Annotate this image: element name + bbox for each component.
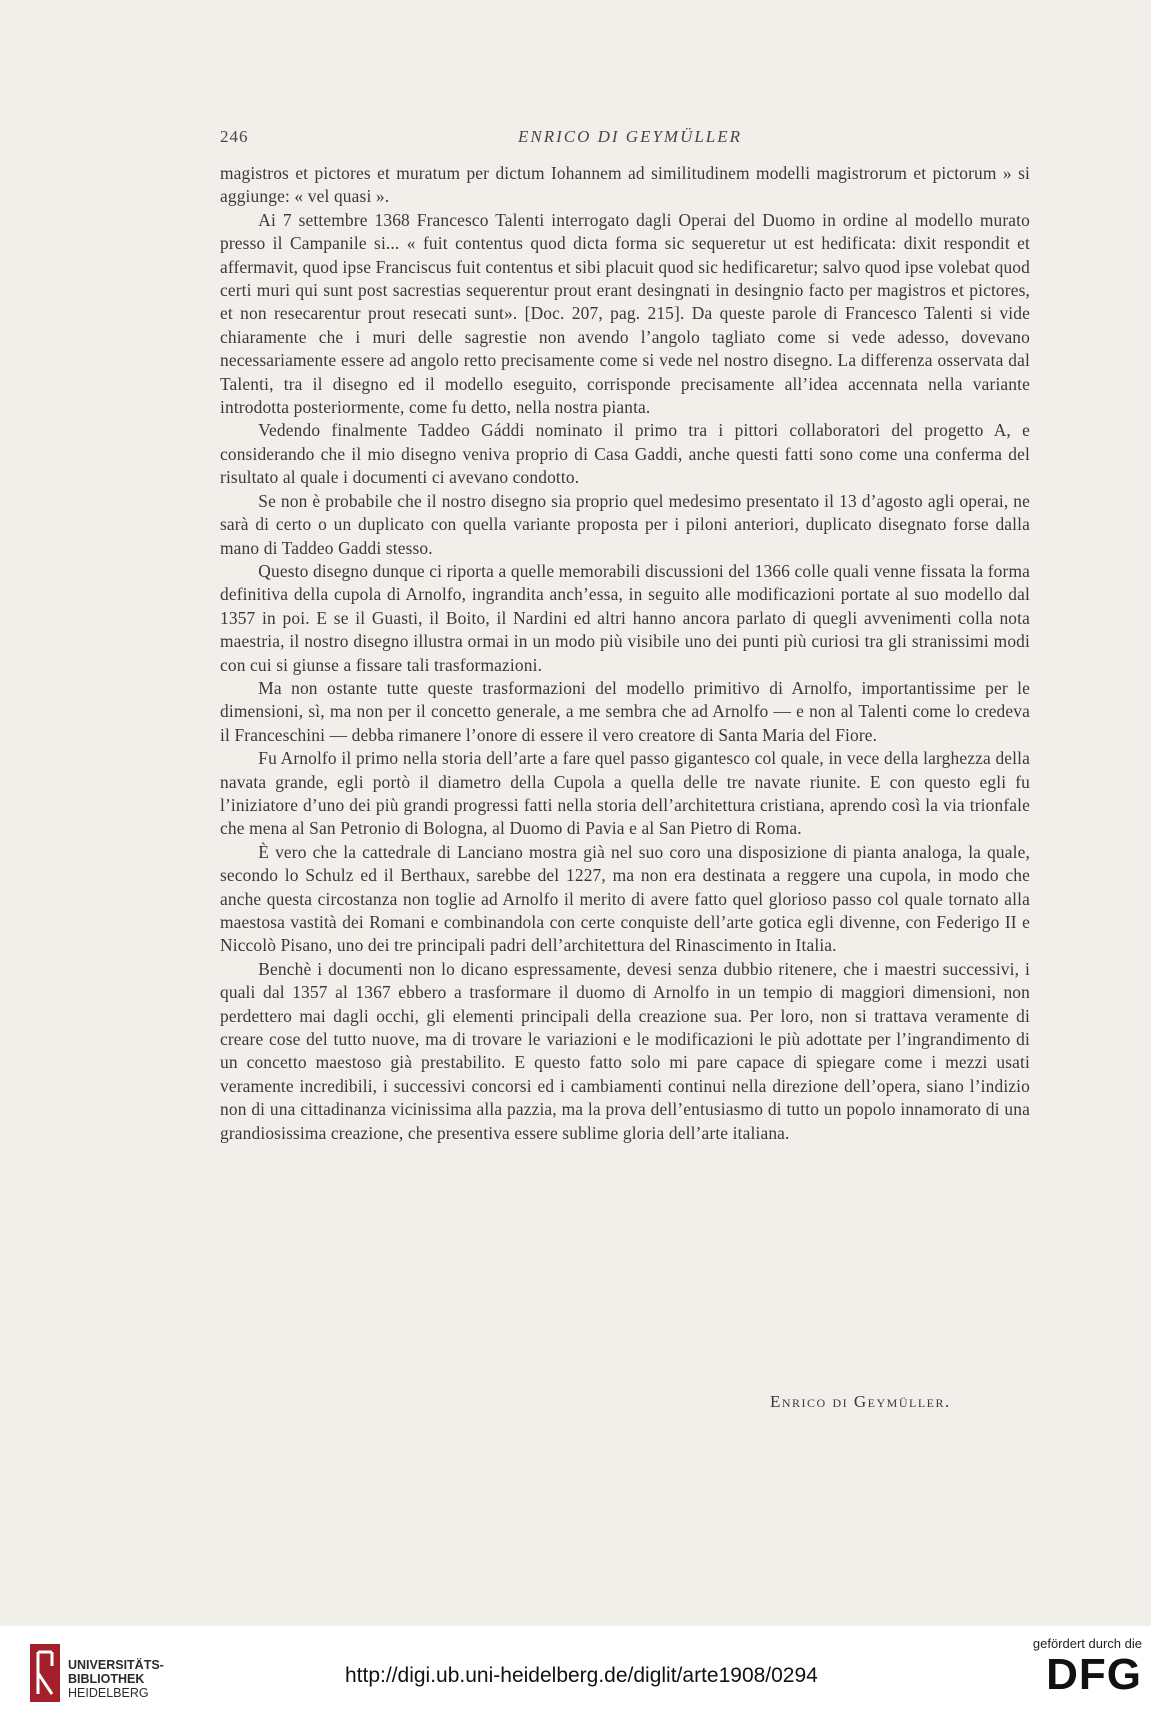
paragraph: È vero che la cattedrale di Lanciano mostra già nel suo coro una disposizione di pianta analoga, la quale, secondo lo Schulz ed il Berthaux, sarebbe del 1227, ma non era destinata a reggere una cupola, in modo che anche questa circostanza non toglie ad Arnolfo il merito di avere fatto quel glorioso passo col quale tornato alla maestosa vastità dei Romani e combinandola con certe conquiste dell’arte gotica egli divenne, con Federigo II e Niccolò Pisano, uno dei tre principali padri dell’architettura del Rinascimento in Italia.	[220, 841, 1030, 956]
running-title: ENRICO DI GEYMÜLLER	[517, 127, 743, 146]
paragraph: magistros et pictores et muratum per dictum Iohannem ad similitudinem modelli magistrorum et pictorum » si aggiunge: « vel quasi ».	[220, 163, 1030, 207]
library-line: BIBLIOTHEK	[68, 1672, 145, 1686]
university-library-logo[interactable]	[30, 1644, 280, 1704]
funding-caption: gefördert durch die	[1032, 1636, 1142, 1651]
dfg-funding-logo[interactable]	[1012, 1636, 1142, 1712]
library-name	[68, 1658, 164, 1700]
running-head	[220, 127, 1040, 151]
library-line: HEIDELBERG	[68, 1686, 149, 1700]
paragraph: Vedendo finalmente Taddeo Gáddi nominato il primo tra i pittori collaboratori del progetto A, e considerando che il mio disegno veniva proprio di Casa Gaddi, anche questi fatti sono come una conferma del risultato al quale i documenti ci avevano condotto.	[220, 420, 1030, 488]
digitization-footer	[0, 1626, 1151, 1716]
paragraph: Questo disegno dunque ci riporta a quelle memorabili discussioni del 1366 colle quali venne fissata la forma definitiva della cupola di Arnolfo, ingrandita anch’essa, in seguito alle modificazioni portate al suo modello dal 1357 in poi. E se il Guasti, il Boito, il Nardini ed altri hanno ancora parlato di quegli avvenimenti colla nota maestria, il nostro disegno illustra ormai in un modo più visibile uno dei punti più curiosi tra gli stranissimi modi con cui si giunse a fissare tali trasformazioni.	[220, 560, 1030, 675]
page-number: 246	[220, 127, 249, 146]
library-line: UNIVERSITÄTS-	[68, 1658, 164, 1672]
paragraph: Ma non ostante tutte queste trasformazioni del modello primitivo di Arnolfo, importantissime per le dimensioni, sì, ma non per il concetto generale, a me sembra che ad Arnolfo — e non al Talenti come lo credeva il Franceschini — debba rimanere l’onore di essere il vero creatore di Santa Maria del Fiore.	[220, 677, 1030, 745]
paragraph: Fu Arnolfo il primo nella storia dell’arte a fare quel passo gigantesco col quale, in vece della larghezza della navata grande, egli portò il diametro della Cupola a quella delle tre navate riunite. E con questo egli fu l’iniziatore d’uno dei più grandi progressi fatti nella storia dell’architettura cristiana, aprendo così la via trionfale che mena al San Petronio di Bologna, al Duomo di Pavia e al San Pietro di Roma.	[220, 748, 1030, 839]
permalink-url[interactable]: http://digi.ub.uni-heidelberg.de/diglit/arte1908/0294	[345, 1664, 818, 1687]
paragraph: Benchè i documenti non lo dicano espressamente, devesi senza dubbio ritenere, che i maestri successivi, i quali dal 1357 al 1367 ebbero a trasformare il duomo di Arnolfo in un tempio di maggiori dimensioni, non perdettero mai dagli occhi, gli elementi principali della creazione sua. Per loro, non si trattava veramente di creare cose del tutto nuove, ma di trovare le variazioni e le modificazioni le più adottate per l’ingrandimento di un concetto maestoso già prestabilito. E questo fatto solo mi pare capace di spiegare come i mezzi usati veramente incredibili, i successivi concorsi ed i cambiamenti continui nella direzione dell’opera, siano l’indizio non di una cittadinanza vicinissima alla pazzia, ma la prova dell’entusiasmo di tutto un popolo innamorato di una grandiosissima creazione, che presentiva essere sublime gloria dell’arte italiana.	[220, 958, 1030, 1143]
dfg-logo-text: DFG	[1046, 1650, 1142, 1699]
body-text	[220, 162, 1030, 1145]
paragraph: Se non è probabile che il nostro disegno sia proprio quel medesimo presentato il 13 d’agosto agli operai, ne sarà di certo o un duplicato con quella variante proposta per i piloni anteriori, duplicato disegnato forse dalla mano di Taddeo Gaddi stesso.	[220, 490, 1030, 558]
paragraph: Ai 7 settembre 1368 Francesco Talenti interrogato dagli Operai del Duomo in ordine al modello murato presso il Campanile si... « fuit contentus quod dicta forma sic sequeretur ut est hedificata: dixit respondit et affermavit, quod ipse Franciscus fuit contentus et sibi placuit quod sic hedificaretur; salvo quod ipse volebat quod certi muri qui sunt post sacrestias sequerentur prout erant desingnati in desingnio facto per magistros et pictores, et non resecarentur prout resecati sunt». [Doc. 207, pag. 215]. Da queste parole di Francesco Talenti si vide chiaramente che i muri delle sagrestie non avendo l’angolo tagliato come si vede adesso, dovevano necessariamente essere ad angolo retto precisamente come si vede nel nostro disegno. La differenza osservata dal Talenti, tra il disegno ed il modello eseguito, corrisponde precisamente all’idea accennata nella variante introdotta posteriormente, come fu detto, nella nostra pianta.	[220, 209, 1030, 418]
library-seal-icon	[30, 1644, 60, 1702]
author-signature: Enrico di Geymüller.	[770, 1392, 951, 1411]
